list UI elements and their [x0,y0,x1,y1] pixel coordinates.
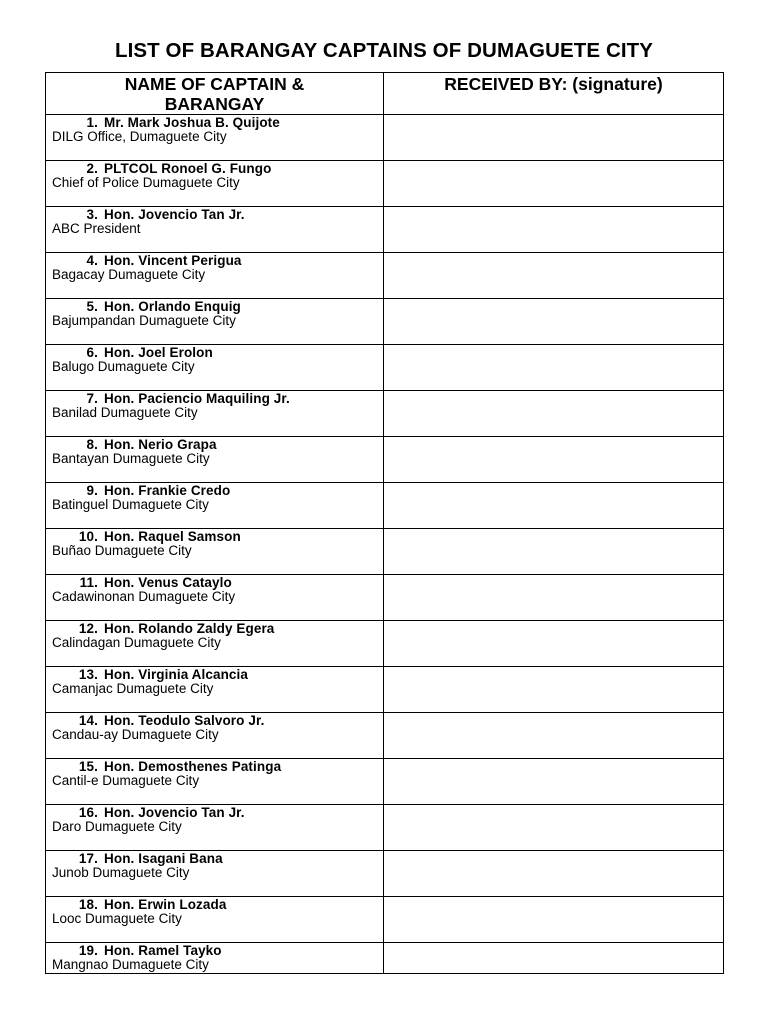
captain-name-line [74,437,217,452]
barangay-name: Cantil-e Dumaguete City [52,773,200,788]
captain-entry [46,759,383,804]
signature-cell[interactable] [384,437,724,483]
captain-name-line [74,851,223,866]
captain-cell [46,253,384,299]
captain-name-line [74,667,248,682]
signature-field[interactable] [384,299,723,344]
captain-name: Hon. Venus Cataylo [104,575,232,590]
captain-entry [46,667,383,712]
table-row [46,805,724,851]
entry-number: 18. [78,897,98,912]
signature-cell[interactable] [384,391,724,437]
captain-name: Mr. Mark Joshua B. Quijote [104,115,280,130]
captain-entry [46,897,383,942]
captain-name-line [74,529,241,544]
captain-name: Hon. Vincent Perigua [104,253,242,268]
barangay-name: Daro Dumaguete City [52,819,182,834]
barangay-name: Junob Dumaguete City [52,865,190,880]
captain-name: Hon. Orlando Enquig [104,299,241,314]
captain-entry [46,943,383,973]
signature-field[interactable] [384,621,723,666]
table-row [46,621,724,667]
entry-number: 11. [79,575,98,590]
table-row [46,299,724,345]
barangay-name: Batinguel Dumaguete City [52,497,209,512]
captain-name-line [74,161,271,176]
barangay-name: Banilad Dumaguete City [52,405,198,420]
table-row [46,253,724,299]
table-row [46,529,724,575]
captain-entry [46,805,383,850]
signature-field[interactable] [384,851,723,896]
entry-number: 6. [86,345,98,360]
captain-cell [46,713,384,759]
captain-name-line [74,483,230,498]
signature-field[interactable] [384,115,723,160]
name-column-header [46,73,384,115]
signature-cell[interactable] [384,943,724,974]
signature-cell[interactable] [384,621,724,667]
signature-field[interactable] [384,437,723,482]
captain-name-line [74,345,213,360]
captain-cell [46,207,384,253]
barangay-name: Mangnao Dumaguete City [52,957,209,972]
signature-field[interactable] [384,575,723,620]
captain-name-line [74,805,245,820]
signature-field[interactable] [384,253,723,298]
captain-entry [46,115,383,160]
table-row [46,345,724,391]
signature-cell[interactable] [384,575,724,621]
captain-entry [46,299,383,344]
captain-name: Hon. Teodulo Salvoro Jr. [104,713,265,728]
captain-name-line [74,391,290,406]
captain-cell [46,437,384,483]
captain-name-line [74,943,222,958]
captain-name: Hon. Rolando Zaldy Egera [104,621,275,636]
signature-cell[interactable] [384,483,724,529]
captain-cell [46,391,384,437]
signature-cell[interactable] [384,667,724,713]
signature-cell[interactable] [384,161,724,207]
table-row [46,207,724,253]
captain-name-line [74,115,280,130]
signature-cell[interactable] [384,805,724,851]
entry-number: 4. [86,253,98,268]
captain-entry [46,575,383,620]
captain-cell [46,897,384,943]
captain-entry [46,207,383,252]
table-row [46,943,724,974]
barangay-name: Chief of Police Dumaguete City [52,175,240,190]
captain-name: Hon. Frankie Credo [104,483,231,498]
captain-entry [46,851,383,896]
barangay-name: Bantayan Dumaguete City [52,451,210,466]
captain-name-line [74,207,245,222]
barangay-name: DILG Office, Dumaguete City [52,129,227,144]
signature-field[interactable] [384,391,723,436]
captain-name-line [74,253,242,268]
captain-cell [46,621,384,667]
captain-name: Hon. Jovencio Tan Jr. [104,207,245,222]
captain-cell [46,667,384,713]
captain-cell [46,851,384,897]
entry-number: 16. [78,805,98,820]
barangay-name: Camanjac Dumaguete City [52,681,214,696]
captain-name: Hon. Demosthenes Patinga [104,759,282,774]
name-column-header-line2: BARANGAY [164,94,265,114]
table-row [46,667,724,713]
entry-number: 3. [86,207,98,222]
table-row [46,575,724,621]
captain-name: Hon. Raquel Samson [104,529,241,544]
signature-field[interactable] [384,943,723,973]
captain-name: Hon. Joel Erolon [104,345,213,360]
signature-field[interactable] [384,713,723,758]
table-row [46,897,724,943]
captain-name-line [74,897,226,912]
signature-field[interactable] [384,897,723,942]
barangay-name: Bajumpandan Dumaguete City [52,313,236,328]
signature-cell[interactable] [384,345,724,391]
captain-name: Hon. Paciencio Maquiling Jr. [104,391,290,406]
barangay-name: Candau-ay Dumaguete City [52,727,219,742]
captain-entry [46,391,383,436]
signature-cell[interactable] [384,299,724,345]
captain-name-line [74,575,232,590]
captain-cell [46,943,384,974]
barangay-name: Cadawinonan Dumaguete City [52,589,236,604]
captain-cell [46,161,384,207]
signature-field[interactable] [384,805,723,850]
signature-field[interactable] [384,207,723,252]
captain-name: Hon. Jovencio Tan Jr. [104,805,245,820]
barangay-name: Looc Dumaguete City [52,911,182,926]
captain-name: Hon. Ramel Tayko [104,943,222,958]
entry-number: 9. [86,483,98,498]
signature-cell[interactable] [384,851,724,897]
signature-field[interactable] [384,667,723,712]
signature-column-header-text: RECEIVED BY: (signature) [444,74,663,94]
signature-cell[interactable] [384,529,724,575]
signature-field[interactable] [384,345,723,390]
captain-name-line [74,759,281,774]
captain-entry [46,253,383,298]
captain-entry [46,161,383,206]
signature-cell[interactable] [384,713,724,759]
signature-cell[interactable] [384,253,724,299]
table-header-row [46,73,724,115]
entry-number: 5. [86,299,98,314]
captain-cell [46,115,384,161]
table-row [46,391,724,437]
captain-cell [46,483,384,529]
captain-entry [46,437,383,482]
entry-number: 10. [78,529,98,544]
entry-number: 8. [86,437,98,452]
captain-name: Hon. Isagani Bana [104,851,223,866]
entry-number: 7. [86,391,98,406]
signature-cell[interactable] [384,207,724,253]
signature-field[interactable] [384,759,723,804]
captain-name-line [74,621,274,636]
captain-cell [46,575,384,621]
table-row [46,161,724,207]
entry-number: 19. [78,943,98,958]
signature-field[interactable] [384,483,723,528]
captain-name: Hon. Virginia Alcancia [104,667,248,682]
entry-number: 2. [86,161,98,176]
table-row [46,759,724,805]
table-row [46,713,724,759]
entry-number: 13. [78,667,98,682]
table-row [46,851,724,897]
captain-name-line [74,299,241,314]
captain-entry [46,713,383,758]
captain-name-line [74,713,264,728]
table-row [46,437,724,483]
signature-column-header [384,73,724,115]
entry-number: 15. [78,759,98,774]
captain-entry [46,621,383,666]
entry-number: 12. [78,621,98,636]
barangay-name: Bagacay Dumaguete City [52,267,206,282]
captain-name: Hon. Erwin Lozada [104,897,227,912]
captain-cell [46,759,384,805]
captain-name: Hon. Nerio Grapa [104,437,217,452]
captain-entry [46,483,383,528]
barangay-name: Calindagan Dumaguete City [52,635,221,650]
name-column-header-line1: NAME OF CAPTAIN & [124,74,305,94]
captain-entry [46,345,383,390]
captain-cell [46,299,384,345]
signature-cell[interactable] [384,115,724,161]
barangay-name: Buñao Dumaguete City [52,543,192,558]
captain-cell [46,345,384,391]
captain-name: PLTCOL Ronoel G. Fungo [104,161,272,176]
entry-number: 1. [86,115,98,130]
signature-cell[interactable] [384,897,724,943]
table-row [46,483,724,529]
table-row [46,115,724,161]
captain-cell [46,805,384,851]
captains-table [45,72,724,974]
signature-field[interactable] [384,161,723,206]
entry-number: 17. [78,851,98,866]
signature-cell[interactable] [384,759,724,805]
captain-entry [46,529,383,574]
document-title: LIST OF BARANGAY CAPTAINS OF DUMAGUETE CITY [114,39,654,62]
signature-field[interactable] [384,529,723,574]
barangay-name: Balugo Dumaguete City [52,359,195,374]
barangay-name: ABC President [52,221,141,236]
captain-cell [46,529,384,575]
entry-number: 14. [78,713,98,728]
